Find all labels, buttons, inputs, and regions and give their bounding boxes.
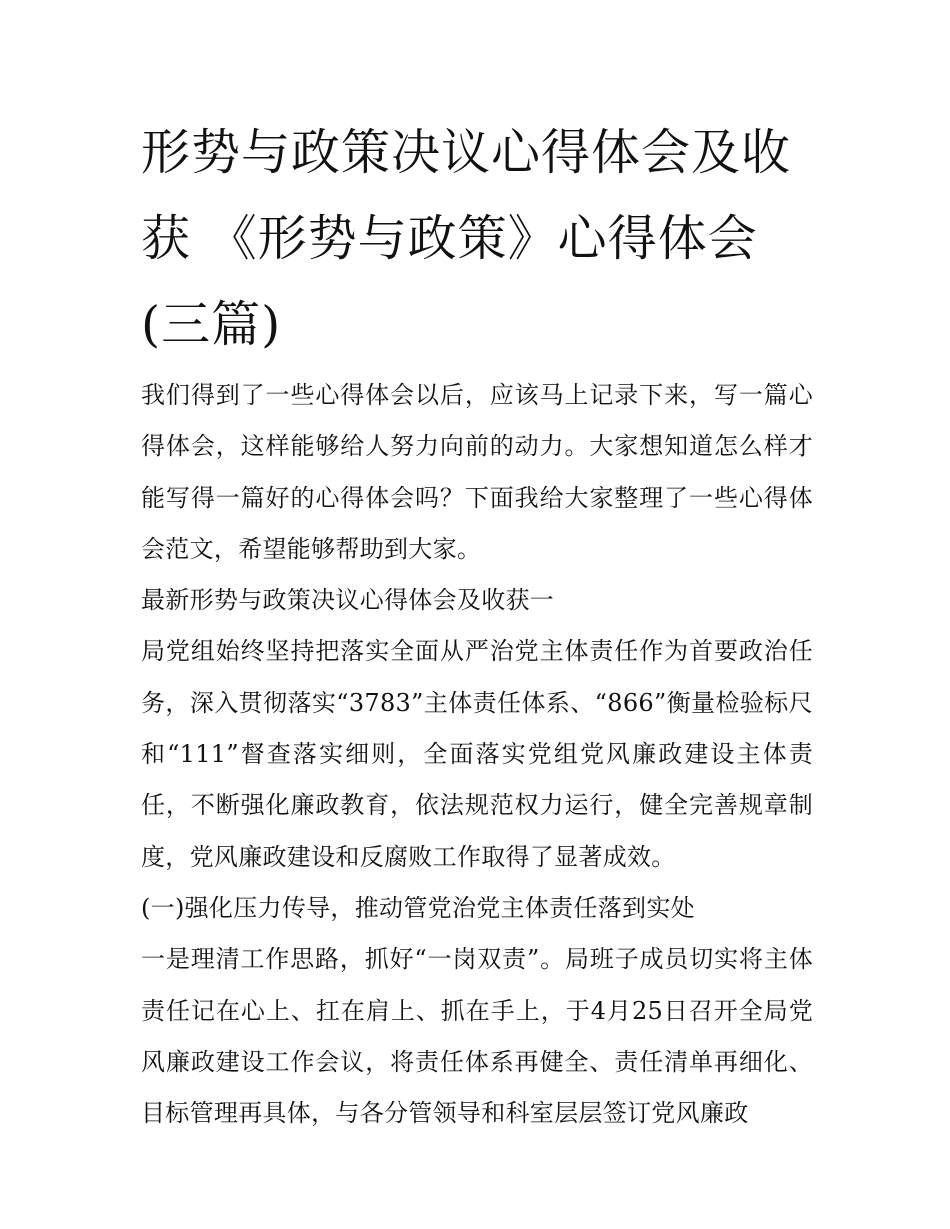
document-body [141, 370, 813, 1139]
document-title: 形势与政策决议心得体会及收获 《形势与政策》心得体会(三篇) [141, 124, 792, 353]
intro-paragraph: 我们得到了一些心得体会以后，应该马上记录下来，写一篇心得体会，这样能够给人努力向前的动力。大家想知道怎么样才能写得一篇好的心得体会吗？下面我给大家整理了一些心得体会范文，希望能够帮助到大家。 [141, 381, 813, 563]
section-heading: 最新形势与政策决议心得体会及收获一 [141, 586, 555, 615]
subsection-heading: (一)强化压力传导，推动管党治党主体责任落到实处 [141, 893, 695, 922]
document-page [141, 110, 813, 1139]
body-paragraph: 局党组始终坚持把落实全面从严治党主体责任作为首要政治任务，深入贯彻落实“3783”主体责任体系、“866”衡量检验标尺和“111”督查落实细则，全面落实党组党风廉政建设主体责任，不断强化廉政教育，依法规范权力运行，健全完善规章制度，党风廉政建设和反腐败工作取得了显著成效。 [141, 637, 813, 871]
body-paragraph: 一是理清工作思路，抓好“一岗双责”。局班子成员切实将主体责任记在心上、扛在肩上、抓在手上，于4月25日召开全局党风廉政建设工作会议，将责任体系再健全、责任清单再细化、目标管理再具体，与各分管领导和科室层层签订党风廉政 [141, 945, 813, 1128]
